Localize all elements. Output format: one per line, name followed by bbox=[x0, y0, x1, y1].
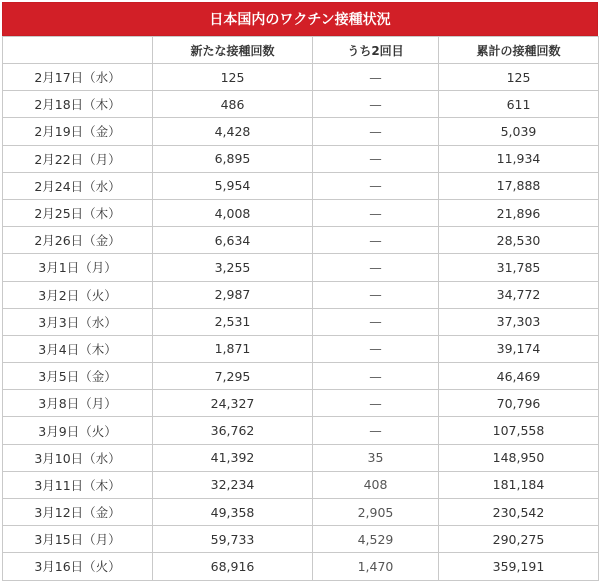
date-cell: 3月5日（金） bbox=[3, 363, 153, 390]
new-doses-cell: 4,008 bbox=[153, 199, 313, 226]
second-doses-cell: — bbox=[313, 254, 439, 281]
table-row bbox=[3, 390, 599, 417]
table-row bbox=[3, 417, 599, 444]
table-row bbox=[3, 363, 599, 390]
new-doses-cell: 32,234 bbox=[153, 471, 313, 498]
cumulative-doses-cell: 125 bbox=[439, 64, 599, 91]
date-cell: 3月1日（月） bbox=[3, 254, 153, 281]
table-row bbox=[3, 64, 599, 91]
cumulative-doses-cell: 11,934 bbox=[439, 145, 599, 172]
second-doses-cell: — bbox=[313, 199, 439, 226]
second-doses-cell: — bbox=[313, 64, 439, 91]
table-row bbox=[3, 553, 599, 580]
date-cell: 2月19日（金） bbox=[3, 118, 153, 145]
column-header-second-doses: うち2回目 bbox=[313, 37, 439, 64]
cumulative-doses-cell: 359,191 bbox=[439, 553, 599, 580]
date-cell: 2月17日（水） bbox=[3, 64, 153, 91]
new-doses-cell: 2,531 bbox=[153, 308, 313, 335]
cumulative-doses-cell: 611 bbox=[439, 91, 599, 118]
table-row bbox=[3, 254, 599, 281]
new-doses-cell: 6,895 bbox=[153, 145, 313, 172]
date-cell: 2月24日（水） bbox=[3, 172, 153, 199]
cumulative-doses-cell: 46,469 bbox=[439, 363, 599, 390]
date-cell: 2月18日（木） bbox=[3, 91, 153, 118]
cumulative-doses-cell: 28,530 bbox=[439, 227, 599, 254]
new-doses-cell: 2,987 bbox=[153, 281, 313, 308]
table-row bbox=[3, 199, 599, 226]
table-row bbox=[3, 308, 599, 335]
date-cell: 3月16日（火） bbox=[3, 553, 153, 580]
new-doses-cell: 1,871 bbox=[153, 335, 313, 362]
new-doses-cell: 68,916 bbox=[153, 553, 313, 580]
date-cell: 2月26日（金） bbox=[3, 227, 153, 254]
table-body bbox=[3, 64, 599, 581]
date-cell: 3月9日（火） bbox=[3, 417, 153, 444]
new-doses-cell: 36,762 bbox=[153, 417, 313, 444]
second-doses-cell: 35 bbox=[313, 444, 439, 471]
table-row bbox=[3, 145, 599, 172]
date-cell: 3月12日（金） bbox=[3, 499, 153, 526]
table-row bbox=[3, 499, 599, 526]
date-cell: 3月8日（月） bbox=[3, 390, 153, 417]
table-row bbox=[3, 281, 599, 308]
table-title: 日本国内のワクチン接種状況 bbox=[2, 2, 598, 36]
date-cell: 2月25日（木） bbox=[3, 199, 153, 226]
new-doses-cell: 41,392 bbox=[153, 444, 313, 471]
new-doses-cell: 49,358 bbox=[153, 499, 313, 526]
new-doses-cell: 125 bbox=[153, 64, 313, 91]
cumulative-doses-cell: 230,542 bbox=[439, 499, 599, 526]
second-doses-cell: — bbox=[313, 308, 439, 335]
table-row bbox=[3, 118, 599, 145]
second-doses-cell: — bbox=[313, 227, 439, 254]
table-row bbox=[3, 227, 599, 254]
second-doses-cell: — bbox=[313, 91, 439, 118]
cumulative-doses-cell: 17,888 bbox=[439, 172, 599, 199]
second-doses-cell: — bbox=[313, 417, 439, 444]
date-cell: 3月4日（木） bbox=[3, 335, 153, 362]
new-doses-cell: 7,295 bbox=[153, 363, 313, 390]
second-doses-cell: — bbox=[313, 390, 439, 417]
second-doses-cell: — bbox=[313, 363, 439, 390]
cumulative-doses-cell: 21,896 bbox=[439, 199, 599, 226]
second-doses-cell: — bbox=[313, 335, 439, 362]
table-row bbox=[3, 172, 599, 199]
second-doses-cell: 4,529 bbox=[313, 526, 439, 553]
new-doses-cell: 486 bbox=[153, 91, 313, 118]
vaccination-table bbox=[2, 36, 599, 581]
cumulative-doses-cell: 290,275 bbox=[439, 526, 599, 553]
date-cell: 2月22日（月） bbox=[3, 145, 153, 172]
date-cell: 3月11日（木） bbox=[3, 471, 153, 498]
date-cell: 3月10日（水） bbox=[3, 444, 153, 471]
cumulative-doses-cell: 37,303 bbox=[439, 308, 599, 335]
second-doses-cell: — bbox=[313, 281, 439, 308]
new-doses-cell: 59,733 bbox=[153, 526, 313, 553]
column-header-cumulative-doses: 累計の接種回数 bbox=[439, 37, 599, 64]
new-doses-cell: 5,954 bbox=[153, 172, 313, 199]
new-doses-cell: 4,428 bbox=[153, 118, 313, 145]
cumulative-doses-cell: 148,950 bbox=[439, 444, 599, 471]
second-doses-cell: — bbox=[313, 118, 439, 145]
second-doses-cell: — bbox=[313, 172, 439, 199]
cumulative-doses-cell: 107,558 bbox=[439, 417, 599, 444]
table-header bbox=[3, 37, 599, 64]
second-doses-cell: 408 bbox=[313, 471, 439, 498]
table-row bbox=[3, 526, 599, 553]
new-doses-cell: 6,634 bbox=[153, 227, 313, 254]
second-doses-cell: — bbox=[313, 145, 439, 172]
date-cell: 3月2日（火） bbox=[3, 281, 153, 308]
header-row bbox=[3, 37, 599, 64]
table-row bbox=[3, 444, 599, 471]
second-doses-cell: 2,905 bbox=[313, 499, 439, 526]
second-doses-cell: 1,470 bbox=[313, 553, 439, 580]
cumulative-doses-cell: 31,785 bbox=[439, 254, 599, 281]
cumulative-doses-cell: 5,039 bbox=[439, 118, 599, 145]
table-row bbox=[3, 91, 599, 118]
table-row bbox=[3, 335, 599, 362]
cumulative-doses-cell: 70,796 bbox=[439, 390, 599, 417]
new-doses-cell: 3,255 bbox=[153, 254, 313, 281]
cumulative-doses-cell: 39,174 bbox=[439, 335, 599, 362]
date-cell: 3月15日（月） bbox=[3, 526, 153, 553]
new-doses-cell: 24,327 bbox=[153, 390, 313, 417]
cumulative-doses-cell: 181,184 bbox=[439, 471, 599, 498]
date-cell: 3月3日（水） bbox=[3, 308, 153, 335]
column-header-date bbox=[3, 37, 153, 64]
table-row bbox=[3, 471, 599, 498]
vaccination-table-container bbox=[2, 2, 598, 581]
cumulative-doses-cell: 34,772 bbox=[439, 281, 599, 308]
column-header-new-doses: 新たな接種回数 bbox=[153, 37, 313, 64]
